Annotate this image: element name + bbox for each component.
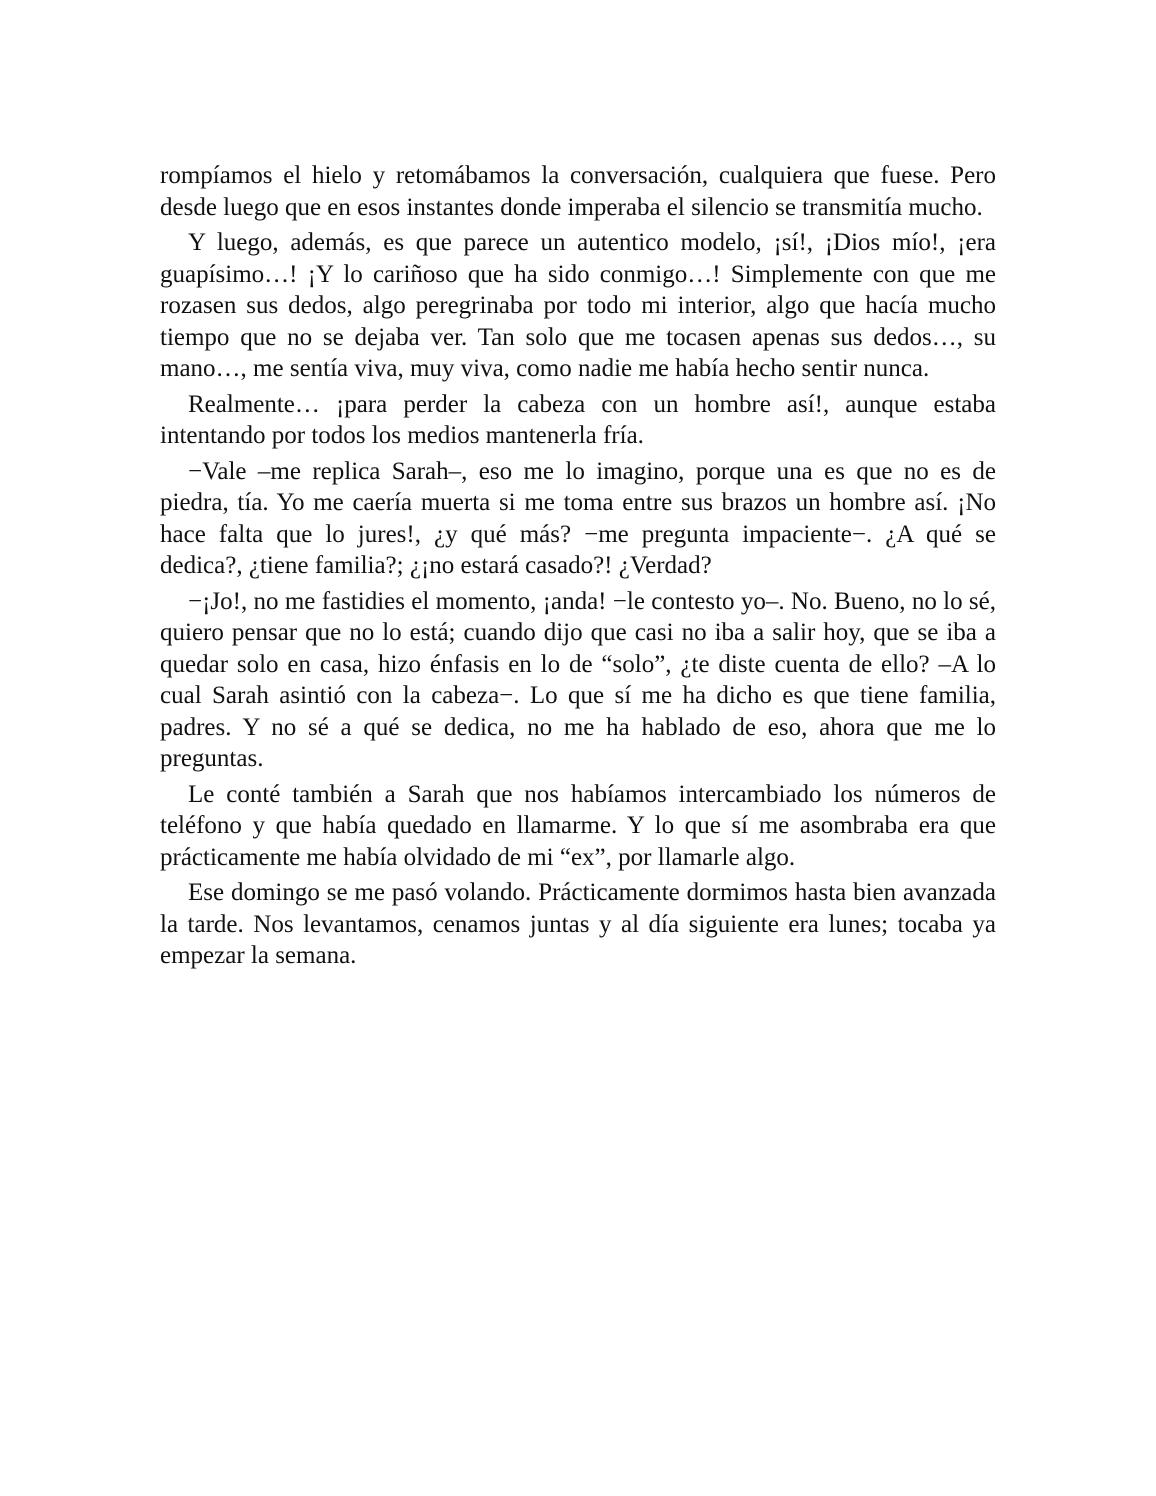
paragraph-3: Realmente… ¡para perder la cabeza con un hombre así!, aunque estaba intentando por todos los medios mantenerla fría. — [160, 390, 996, 449]
paragraph-6: Le conté también a Sarah que nos habíamos intercambiado los números de teléfono y que había quedado en llamarme. Y lo que sí me asombraba era que prácticamente me había olvidado de mi “ex”, por llamarle algo. — [160, 780, 996, 871]
paragraph-7: Ese domingo se me pasó volando. Prácticamente dormimos hasta bien avanzada la tarde. Nos levantamos, cenamos juntas y al día siguiente era lunes; tocaba ya empezar la semana. — [160, 879, 996, 969]
paragraph-5: −¡Jo!, no me fastidies el momento, ¡anda! −le contesto yo–. No. Bueno, no lo sé, quiero pensar que no lo está; cuando dijo que casi no iba a salir hoy, que se iba a quedar solo en casa, hizo énfasis en lo de “solo”, ¿te diste cuenta de ello? –A lo cual Sarah asintió con la cabeza−. Lo que sí me ha dicho es que tiene familia, padres. Y no sé a qué se dedica, no me ha hablado de eso, ahora que me lo preguntas. — [160, 587, 996, 772]
paragraph-4: −Vale –me replica Sarah–, eso me lo imagino, porque una es que no es de piedra, tía. Yo me caería muerta si me toma entre sus brazos un hombre así. ¡No hace falta que lo jures!, ¿y qué más? −me pregunta impaciente−. ¿A qué se dedica?, ¿tiene familia?; ¿¡no estará casado?! ¿Verdad? — [160, 457, 996, 579]
paragraph-2: Y luego, además, es que parece un autentico modelo, ¡sí!, ¡Dios mío!, ¡era guapísimo…! ¡Y lo cariñoso que ha sido conmigo…! Simplemente con que me rozasen sus dedos, algo peregrinaba por todo mi interior, algo que hacía mucho tiempo que no se dejaba ver. Tan solo que me tocasen apenas sus dedos…, su mano…, me sentía viva, muy viva, como nadie me había hecho sentir nunca. — [160, 229, 996, 382]
paragraph-1: rompíamos el hielo y retomábamos la conversación, cualquiera que fuese. Pero desde luego que en esos instantes donde imperaba el silencio se transmitía mucho. — [160, 162, 996, 221]
body-text — [160, 160, 996, 976]
